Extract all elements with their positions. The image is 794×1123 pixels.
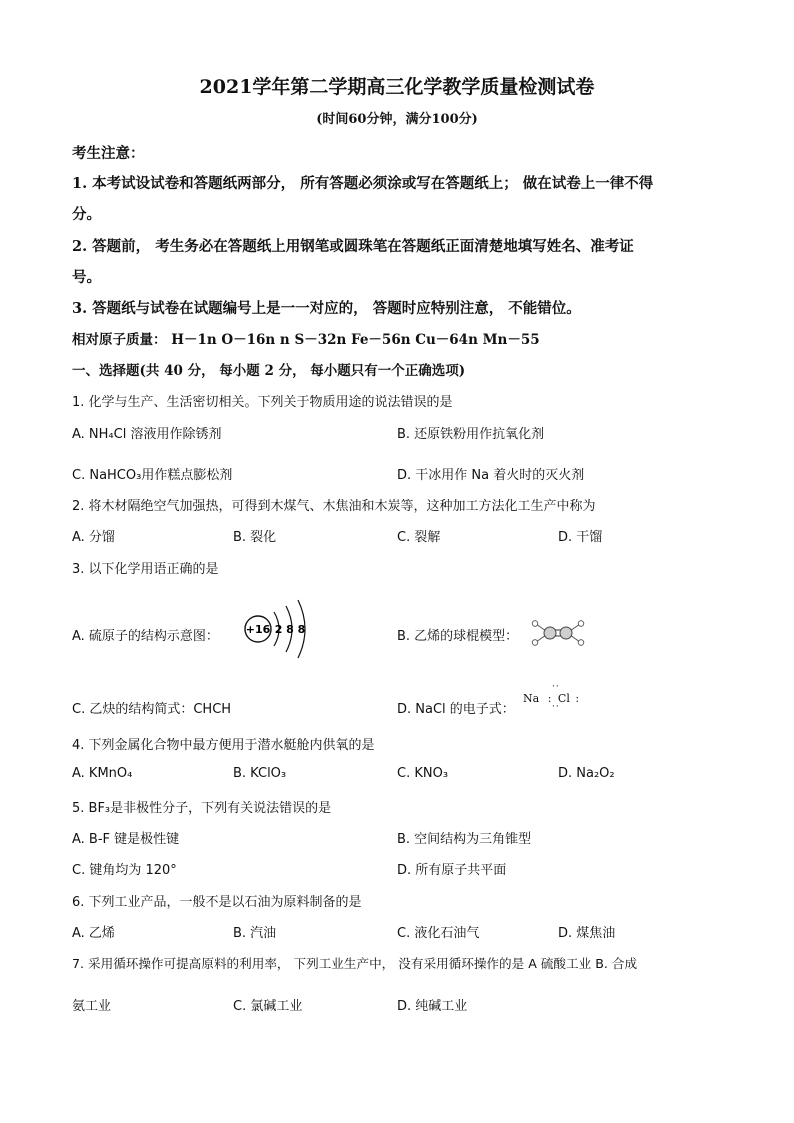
electron-dots-top: ·· [552,682,560,692]
question-5-option-b: B. 空间结构为三角锥型 [397,832,532,847]
atom-shell-electrons: 2 8 8 [274,623,306,636]
nacl-electron-formula [523,682,580,712]
atom-nucleus-charge: +16 [245,623,271,636]
page-subtitle: (时间60分钟，满分100分) [316,112,478,127]
question-5-option-a: A. B-F 键是极性键 [72,832,180,847]
notice-item-3: 3. 答题纸与试卷在试题编号上是一一对应的， 答题时应特别注意， 不能错位。 [72,300,581,317]
sulfur-atom-diagram [238,598,318,662]
chlorine-symbol: Cl [557,692,570,705]
notice-heading: 考生注意： [72,145,145,162]
hydrogen-atom-ball [578,621,584,627]
hydrogen-atom-ball [578,640,584,646]
question-1-option-b: B. 还原铁粉用作抗氧化剂 [397,427,545,442]
electron-pair-right: : [575,692,580,705]
question-5-stem: 5. BF₃是非极性分子，下列有关说法错误的是 [72,801,332,816]
question-4-stem: 4. 下列金属化合物中最方便用于潜水艇舱内供氧的是 [72,738,375,753]
question-7-option-b-cont: 氨工业 [72,999,112,1014]
question-3-option-b: B. 乙烯的球棍模型： [397,629,519,644]
question-4-option-c: C. KNO₃ [397,766,449,781]
question-2-stem: 2. 将木材隔绝空气加强热，可得到木煤气、木焦油和木炭等，这种加工方法化工生产中称为 [72,499,596,514]
notice-item-2: 2. 答题前， 考生务必在答题纸上用钢笔或圆珠笔在答题纸正面清楚地填写姓名、准考证 [72,238,634,255]
question-6-stem: 6. 下列工业产品，一般不是以石油为原料制备的是 [72,895,362,910]
question-4-option-b: B. KClO₃ [233,766,287,781]
question-2-option-d: D. 干馏 [558,530,603,545]
question-4-option-a: A. KMnO₄ [72,766,133,781]
question-7-stem: 7. 采用循环操作可提高原料的利用率， 下列工业生产中， 没有采用循环操作的是 A 硫酸工业 B. 合成 [72,956,638,971]
question-7-option-c: C. 氯碱工业 [233,999,303,1014]
question-3-option-a: A. 硫原子的结构示意图： [72,629,219,644]
question-2-option-c: C. 裂解 [397,530,441,545]
question-1-option-c: C. NaHCO₃用作糕点膨松剂 [72,468,233,483]
notice-item-1: 1. 本考试设试卷和答题纸两部分， 所有答题必须涂或写在答题纸上； 做在试卷上一律不得 [72,175,654,192]
question-6-option-a: A. 乙烯 [72,926,115,941]
ethene-ball-stick-model [530,620,586,646]
notice-item-2-cont: 号。 [72,269,101,286]
question-2-option-a: A. 分馏 [72,530,115,545]
section-1-heading: 一、选择题(共 40 分， 每小题 2 分， 每小题只有一个正确选项) [72,363,466,379]
question-3-option-c: C. 乙炔的结构简式：CHCH [72,702,232,717]
carbon-atom-ball [544,627,556,639]
question-6-option-b: B. 汽油 [233,926,277,941]
hydrogen-atom-ball [532,621,538,627]
electron-pair-left: : [547,692,552,705]
question-4-option-d: D. Na₂O₂ [558,766,615,781]
question-6-option-d: D. 煤焦油 [558,926,616,941]
question-3-option-d: D. NaCl 的电子式： [397,702,515,717]
question-5-option-c: C. 键角均为 120° [72,863,177,878]
question-2-option-b: B. 裂化 [233,530,277,545]
question-3-stem: 3. 以下化学用语正确的是 [72,562,219,577]
question-5-option-d: D. 所有原子共平面 [397,863,507,878]
question-1-option-a: A. NH₄Cl 溶液用作除锈剂 [72,427,222,442]
question-1-option-d: D. 干冰用作 Na 着火时的灭火剂 [397,468,585,483]
carbon-atom-ball [560,627,572,639]
notice-item-1-cont: 分。 [72,206,101,223]
sodium-symbol: Na [523,692,540,705]
page-title: 2021学年第二学期高三化学教学质量检测试卷 [199,76,595,98]
hydrogen-atom-ball [532,640,538,646]
question-7-option-d: D. 纯碱工业 [397,999,468,1014]
question-6-option-c: C. 液化石油气 [397,926,480,941]
electron-dots-bottom: ·· [552,702,560,712]
question-1-stem: 1. 化学与生产、生活密切相关。下列关于物质用途的说法错误的是 [72,395,453,410]
atomic-mass-line: 相对原子质量： H－1n O－16n n S－32n Fe－56n Cu－64n Mn－55 [72,332,540,348]
